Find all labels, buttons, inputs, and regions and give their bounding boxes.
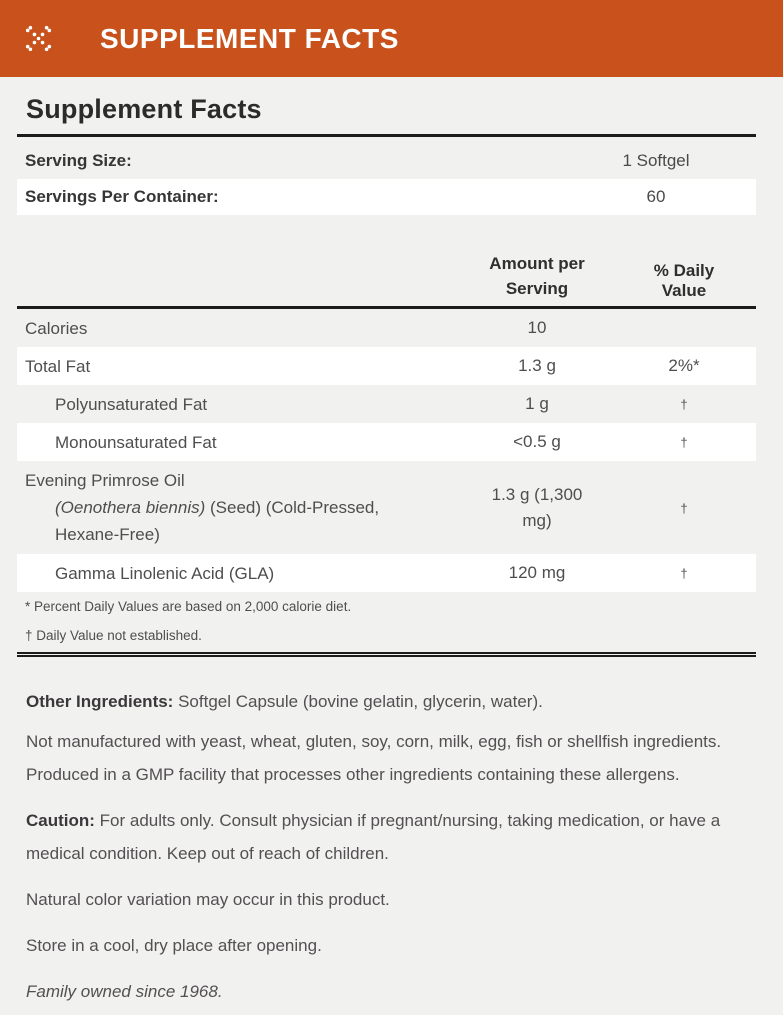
allergen-paragraph: Not manufactured with yeast, wheat, gluten, soy, corn, milk, egg, fish or shellfish ingredients. Produced in a GMP facility that processes other ingredients containing these allergens. xyxy=(26,732,722,784)
amount-cell: 120 mg xyxy=(508,563,566,582)
column-header-row xyxy=(17,251,756,309)
banner-title: SUPPLEMENT FACTS xyxy=(100,22,399,54)
servings-per-container-label: Servings Per Container: xyxy=(25,187,219,206)
nutrient-name: Total Fat xyxy=(25,356,91,376)
product-details-section xyxy=(26,685,753,1008)
nutrient-row-evening-primrose-oil xyxy=(17,461,756,554)
amount-cell: 10 xyxy=(527,318,547,337)
color-variation-note: Natural color variation may occur in this product. xyxy=(26,890,390,909)
dotted-x-icon xyxy=(25,25,52,52)
serving-size-value: 1 Softgel xyxy=(622,151,690,170)
nutrient-name: Gamma Linolenic Acid (GLA) xyxy=(55,563,275,583)
caution-paragraph: Caution: For adults only. Consult physician if pregnant/nursing, taking medication, or have a medical condition. Keep out of reach of children. xyxy=(26,811,721,863)
amount-cell: 1 g xyxy=(525,394,549,413)
daily-value-cell: † xyxy=(680,500,688,516)
other-ingredients-paragraph: Other Ingredients: Softgel Capsule (bovine gelatin, glycerin, water). xyxy=(26,692,543,711)
footnote-daily-value-not-established: † Daily Value not established. xyxy=(25,628,202,643)
family-owned-note: Family owned since 1968. xyxy=(26,982,223,1001)
nutrient-row-polyunsaturated-fat xyxy=(17,385,756,423)
supplement-facts-section-header[interactable] xyxy=(0,0,783,77)
nutrient-name: Evening Primrose Oil (Oenothera biennis) (Seed) (Cold-Pressed, Hexane-Free) xyxy=(25,471,380,544)
nutrient-name: Polyunsaturated Fat xyxy=(55,394,208,414)
daily-value-cell: 2%* xyxy=(668,356,700,375)
amount-cell: <0.5 g xyxy=(513,432,561,451)
nutrient-name: Monounsaturated Fat xyxy=(55,432,217,452)
caution-label: Caution: xyxy=(26,811,95,830)
serving-size-label: Serving Size: xyxy=(25,151,132,170)
servings-per-container-row xyxy=(17,179,756,215)
amount-per-serving-header: Amount per Serving xyxy=(489,254,585,298)
supplement-facts-panel xyxy=(0,77,783,1008)
amount-cell: 1.3 g xyxy=(518,356,556,375)
nutrient-row-calories xyxy=(17,309,756,347)
servings-per-container-value: 60 xyxy=(646,187,666,206)
serving-size-row xyxy=(17,143,756,179)
daily-value-cell: † xyxy=(680,566,688,581)
amount-cell: 1.3 g (1,300 mg) xyxy=(491,484,583,530)
nutrient-row-gla xyxy=(17,554,756,592)
facts-table xyxy=(17,134,756,657)
daily-value-header: % Daily Value xyxy=(653,261,715,300)
table-bottom-divider xyxy=(17,652,756,657)
daily-value-cell: † xyxy=(680,435,688,450)
other-ingredients-label: Other Ingredients: xyxy=(26,692,174,711)
daily-value-cell: † xyxy=(680,397,688,412)
nutrient-row-total-fat xyxy=(17,347,756,385)
nutrient-row-monounsaturated-fat xyxy=(17,423,756,461)
footnote-percent-daily-value: * Percent Daily Values are based on 2,000 calorie diet. xyxy=(25,599,352,614)
facts-heading: Supplement Facts xyxy=(26,94,262,124)
nutrient-name: Calories xyxy=(25,318,88,338)
storage-note: Store in a cool, dry place after opening. xyxy=(26,936,322,955)
